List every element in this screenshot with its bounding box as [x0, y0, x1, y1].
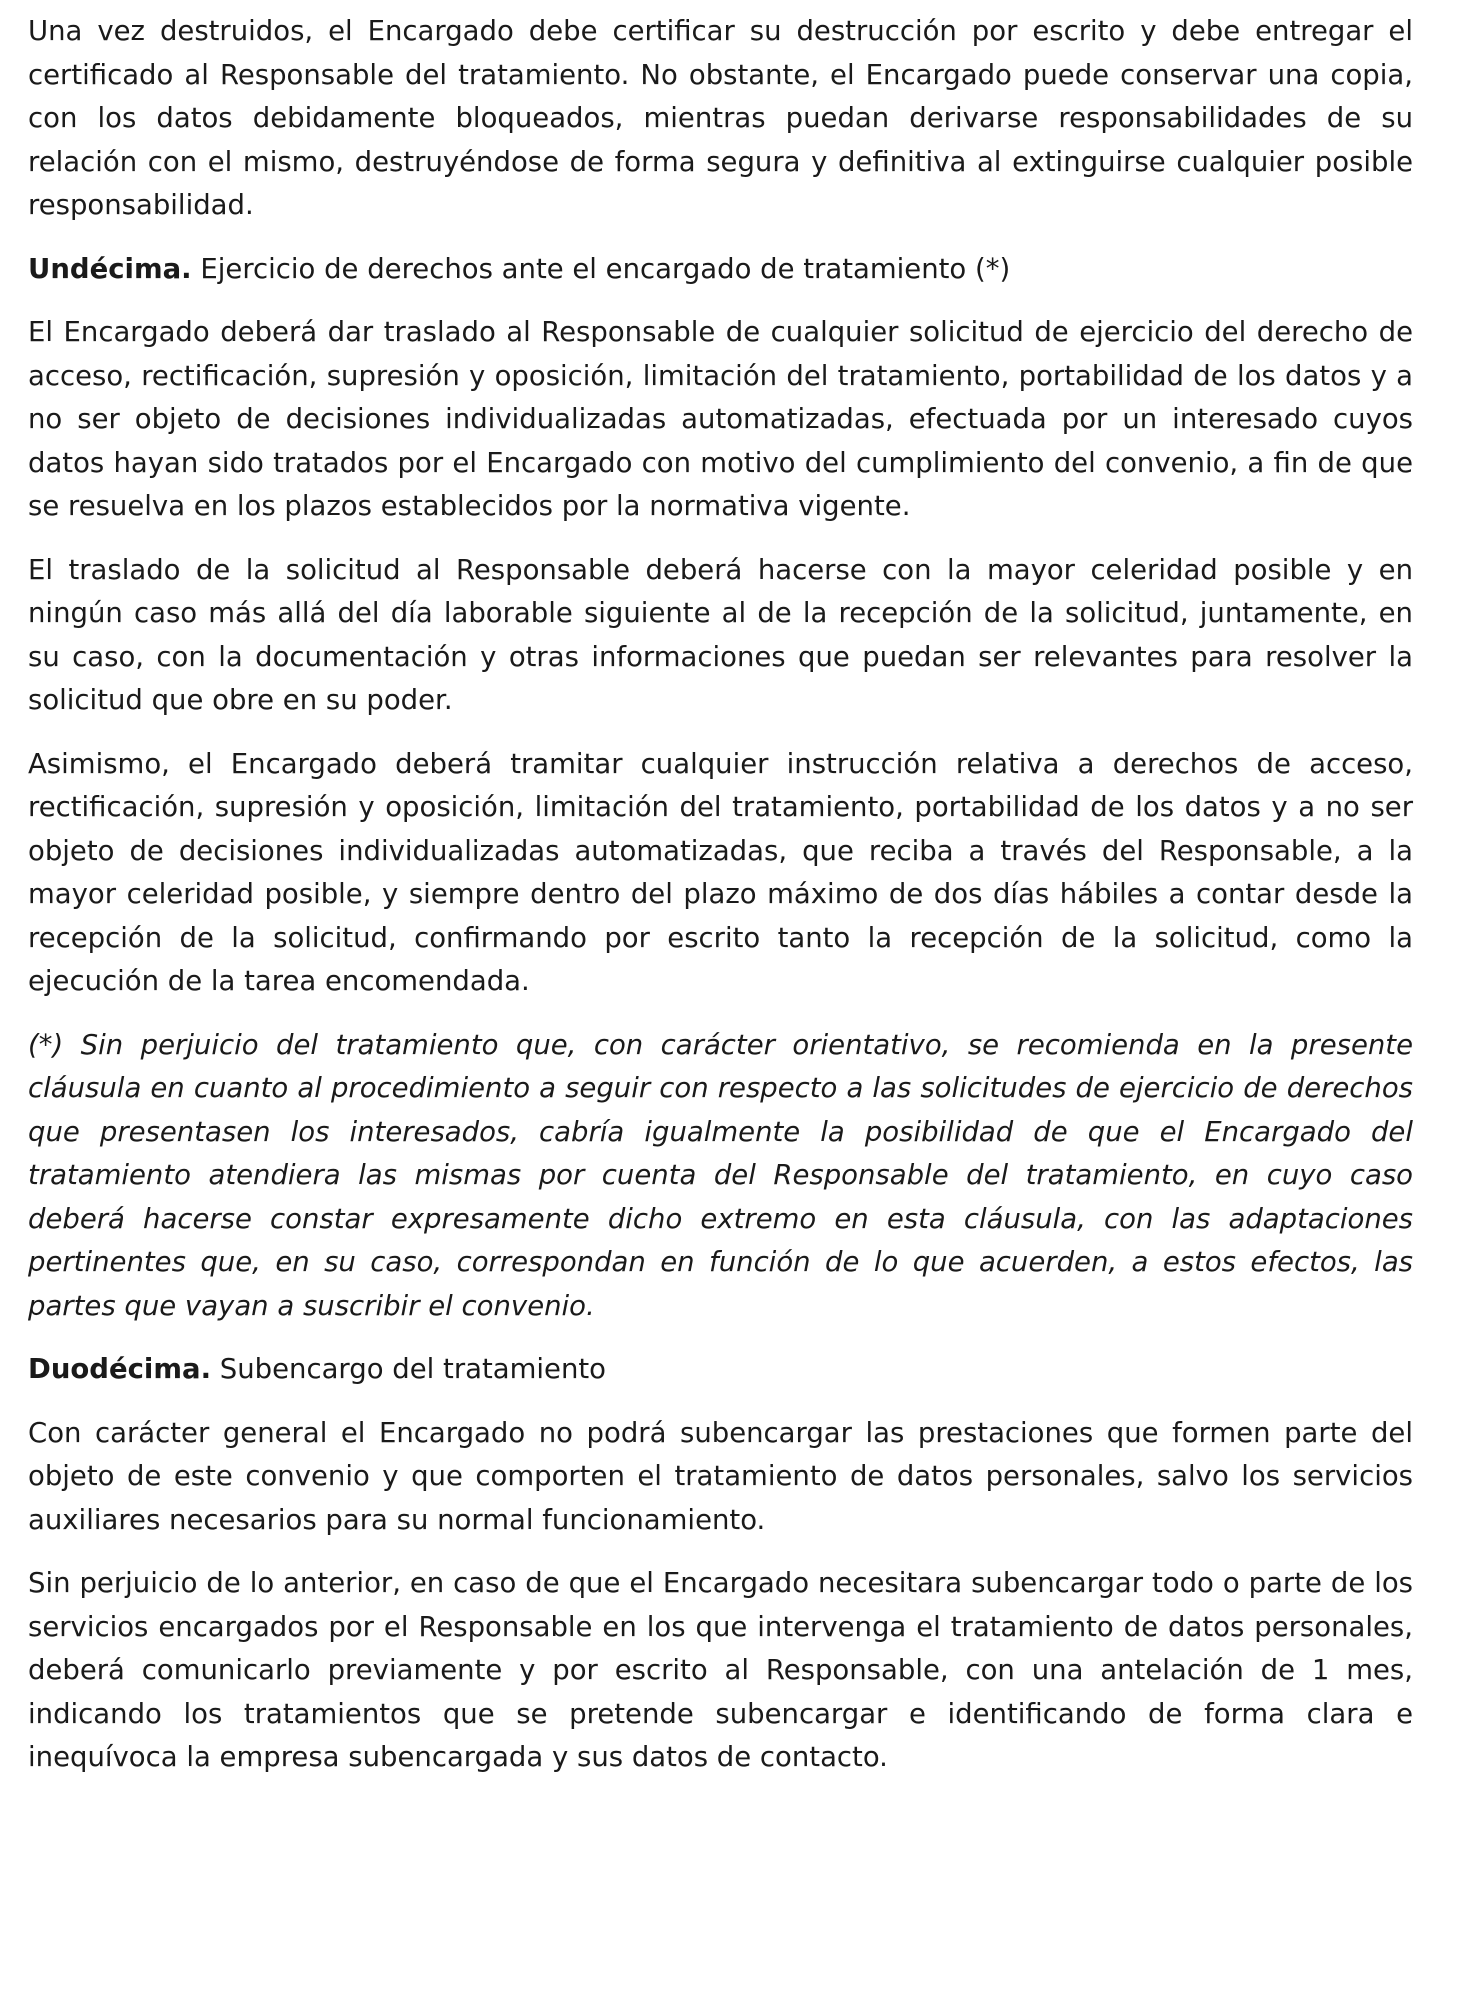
- section-heading-undecima: [28, 248, 1413, 292]
- paragraph-instruction-processing: Asimismo, el Encargado deberá tramitar cualquier instrucción relativa a derechos de acceso, rectificación, supresión y oposición, limitación del tratamiento, portabilidad de los datos y a no ser objeto de decisiones individualizadas automatizadas, que reciba a través del Responsable, a la mayor celeridad posible, y siempre dentro del plazo máximo de dos días hábiles a contar desde la recepción de la solicitud, confirmando por escrito tanto la recepción de la solicitud, como la ejecución de la tarea encomendada.: [28, 747, 1413, 997]
- footnote-note: (*) Sin perjuicio del tratamiento que, con carácter orientativo, se recomienda en la presente cláusula en cuanto al procedimiento a seguir con respecto a las solicitudes de ejercicio de derechos que presentasen los interesados, cabría igualmente la posibilidad de que el Encargado del tratamiento atendiera las mismas por cuenta del Responsable del tratamiento, en cuyo caso deberá hacerse constar expresamente dicho extremo en esta cláusula, con las adaptaciones pertinentes que, en su caso, correspondan en función de lo que acuerden, a estos efectos, las partes que vayan a suscribir el convenio.: [28, 1028, 1413, 1322]
- paragraph-transfer-timing: El traslado de la solicitud al Responsable deberá hacerse con la mayor celeridad posible y en ningún caso más allá del día laborable siguiente al de la recepción de la solicitud, juntamente, en su caso, con la documentación y otras informaciones que puedan ser relevantes para resolver la solicitud que obre en su poder.: [28, 553, 1413, 716]
- section-label-duodecima: Duodécima.: [28, 1353, 212, 1385]
- paragraph-subcontracting-notice: Sin perjuicio de lo anterior, en caso de que el Encargado necesitara subencargar todo o parte de los servicios encargados por el Responsable en los que intervenga el tratamiento de datos personales, deberá comunicarlo previamente y por escrito al Responsable, con una antelación de 1 mes, indicando los tratamientos que se pretende subencargar e identificando de forma clara e inequívoca la empresa subencargada y sus datos de contacto.: [28, 1567, 1413, 1773]
- paragraph-subcontracting-general: Con carácter general el Encargado no podrá subencargar las prestaciones que formen parte del objeto de este convenio y que comporten el tratamiento de datos personales, salvo los servicios auxiliares necesarios para su normal funcionamiento.: [28, 1416, 1413, 1536]
- section-heading-duodecima: [28, 1348, 1413, 1392]
- section-label-undecima: Undécima.: [28, 252, 192, 285]
- paragraph-rights-transfer: El Encargado deberá dar traslado al Responsable de cualquier solicitud de ejercicio del derecho de acceso, rectificación, supresión y oposición, limitación del tratamiento, portabilidad de los datos y a no ser objeto de decisiones individualizadas automatizadas, efectuada por un interesado cuyos datos hayan sido tratados por el Encargado con motivo del cumplimiento del convenio, a fin de que se resuelva en los plazos establecidos por la normativa vigente.: [28, 316, 1413, 522]
- document-page: [28, 0, 1413, 1800]
- section-title-undecima: Ejercicio de derechos ante el encargado de tratamiento (*): [191, 252, 1011, 285]
- section-title-duodecima: Subencargo del tratamiento: [211, 1353, 606, 1385]
- paragraph-destruction-certificate: Una vez destruidos, el Encargado debe certificar su destrucción por escrito y debe entregar el certificado al Responsable del tratamiento. No obstante, el Encargado puede conservar una copia, con los datos debidamente bloqueados, mientras puedan derivarse responsabilidades de su relación con el mismo, destruyéndose de forma segura y definitiva al extinguirse cualquier posible responsabilidad.: [28, 15, 1413, 221]
